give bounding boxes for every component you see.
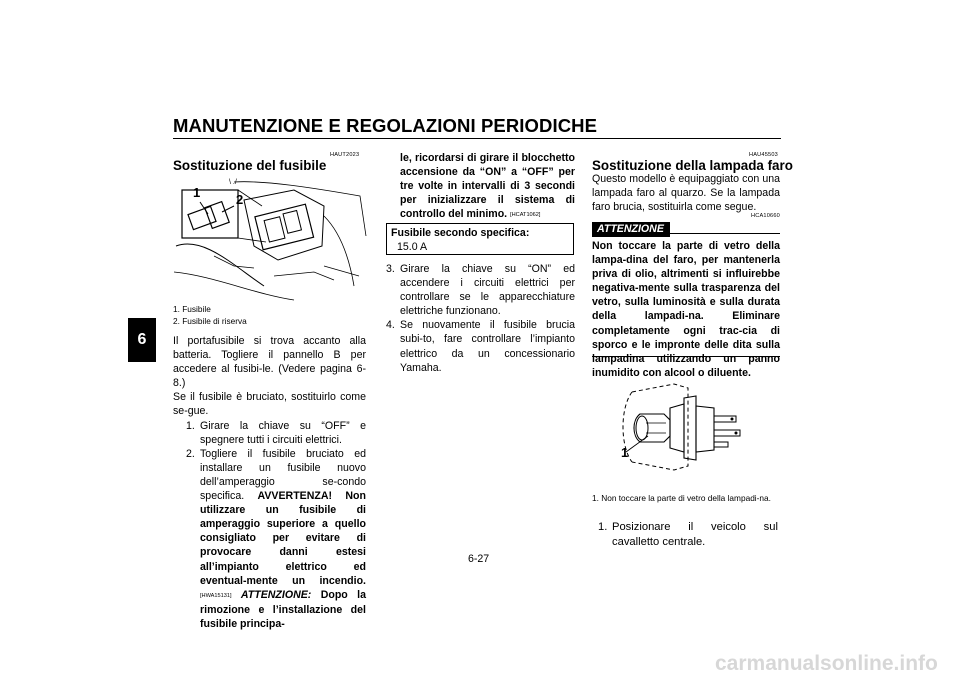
warning-code: [HWA15131] <box>200 592 232 599</box>
step-3: 3. Girare la chiave su “ON” ed accendere i circuiti elettrici per controllare se le apparecchiature elettriche funzionano. <box>386 263 575 318</box>
header-rule <box>173 138 781 139</box>
step-1: 1. Girare la chiave su “OFF” e spegnere tutti i circuiti elettrici. <box>186 419 366 446</box>
step-2: 2. Togliere il fusibile bruciato ed installare un fusibile nuovo dell’amperaggio se-condo specifica. AVVERTENZA! Non utilizzare un fusibile di amperaggio superiore a quello consigliato per evitare di provocare danni estesi all’impianto elettrico ed eventual-mente un incendio. [HWA15131] ATTENZIONE: Dopo la rimozione e l’installazione del fusibile principa- <box>186 447 366 630</box>
caption-spare-fuse: 2. Fusibile di riserva <box>173 316 247 326</box>
step-4: 4. Se nuovamente il fusibile brucia subi-to, fare controllare l’impianto elettrico da un concessionario Yamaha. <box>386 319 575 374</box>
headlight-intro: Questo modello è equipaggiato con una lampada faro al quarzo. Se la lampada faro brucia, sostituirla come segue. <box>592 173 780 214</box>
watermark: carmanualsonline.info <box>715 652 938 675</box>
caution-bottom-rule <box>592 356 780 357</box>
bulb-caption: 1. Non toccare la parte di vetro della lampadi-na. <box>592 493 771 503</box>
warning-text: Non utilizzare un fusibile di amperaggio superiore a quello consigliato per evitare di provocare danni estesi all’impianto elettrico ed eventual-mente un incendio. <box>200 490 366 587</box>
continued-caution-text: le, ricordarsi di girare il blocchetto accensione da “ON” a “OFF” per tre volte in intervalli di 3 secondi per inizializzare il sistema di controllo del minimo. <box>400 152 575 221</box>
caution-banner-label: ATTENZIONE <box>592 222 670 237</box>
fuse-spec-box <box>386 223 574 255</box>
figure-label-2: 2 <box>236 192 244 207</box>
headlight-section-code: HAU45503 <box>749 152 778 158</box>
middle-steps <box>386 262 575 375</box>
headlight-heading: Sostituzione della lampada faro <box>592 158 793 173</box>
caution-label: ATTENZIONE: <box>240 588 312 601</box>
page-header-title: MANUTENZIONE E REGOLAZIONI PERIODICHE <box>173 115 598 136</box>
halogen-bulb-illustration <box>612 378 762 486</box>
fuse-location-paragraph: Il portafusibile si trova accanto alla batteria. Togliere il pannello B per accedere al fusibi-le. (Vedere pagina 6-8.) <box>173 335 366 390</box>
figure-label-1: 1 <box>193 185 201 200</box>
spec-title: Fusibile secondo specifica: <box>391 227 530 239</box>
left-column-text <box>173 334 366 631</box>
section-tab: 6 <box>128 318 156 362</box>
caption-fuse: 1. Fusibile <box>173 304 211 314</box>
fuse-box-illustration <box>174 176 368 302</box>
spec-value: 15.0 A <box>397 240 428 253</box>
warning-label: AVVERTENZA! <box>257 490 333 503</box>
svg-text:\ ./: \ ./ <box>229 179 237 186</box>
headlight-caution-text: Non toccare la parte di vetro della lampa-dina del faro, per mantenerla priva di olio, altrimenti si influirebbe negativa-mente sulla trasparenza del vetro, sulla luminosità e sulla durata della lampadi-na. Eliminare completamente ogni trac-cia di sporco e le impronte delle dita sulla lampadina utilizzando un panno inumidito con alcool o diluente. <box>592 240 780 379</box>
caution-banner <box>592 222 780 238</box>
fuse-heading: Sostituzione del fusibile <box>173 158 327 173</box>
fuse-replace-intro: Se il fusibile è bruciato, sostituirlo come se-gue. <box>173 391 366 418</box>
middle-continued <box>400 151 575 222</box>
page-number: 6-27 <box>468 553 490 565</box>
bulb-figure-label: 1 <box>621 445 629 460</box>
section-code: HAUT2023 <box>330 152 360 158</box>
caution-text: Dopo la rimozione e l’installazione del fusibile principa- <box>200 588 366 630</box>
headlight-step-1: 1. Posizionare il veicolo sul cavalletto centrale. <box>598 521 778 548</box>
headlight-caution-code: HCA10660 <box>751 213 780 219</box>
continued-caution-code: [HCAT1062] <box>510 212 541 219</box>
